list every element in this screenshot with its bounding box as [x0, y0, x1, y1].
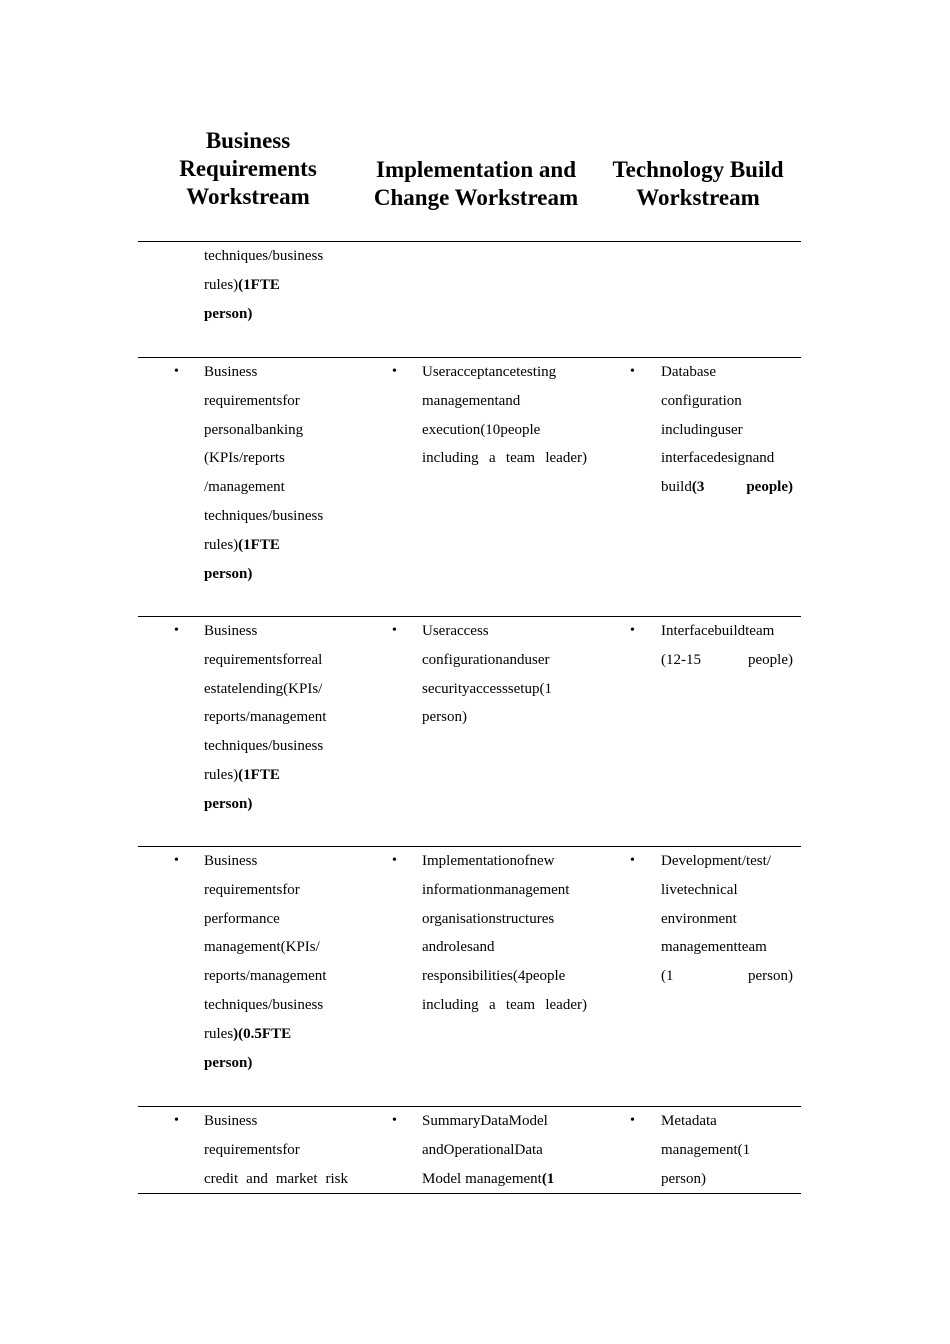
- text-line: [204, 271, 348, 300]
- text-word: rules): [204, 276, 239, 293]
- text-line: [422, 905, 587, 934]
- text-word: of: [516, 853, 530, 869]
- text-line: [422, 1136, 587, 1165]
- text-word: for: [282, 1141, 300, 1158]
- text-word: up: [524, 680, 540, 697]
- text-word: /: [268, 738, 273, 755]
- bullet-icon: •: [392, 853, 397, 868]
- text-word: and: [752, 450, 775, 467]
- text-word: real: [299, 651, 323, 668]
- text-word: security: [422, 680, 470, 697]
- text-word: techniques: [204, 248, 269, 264]
- text-word: Business: [204, 1113, 258, 1129]
- text-line: [204, 358, 348, 387]
- text-line: [422, 416, 587, 445]
- bullet-icon: •: [392, 364, 397, 379]
- header-col3: [603, 156, 793, 212]
- text-line: [661, 646, 793, 675]
- text-line: [422, 444, 587, 473]
- text-line: [661, 416, 793, 445]
- text-line: [204, 387, 348, 416]
- bullet-icon: •: [392, 1113, 397, 1128]
- text-word: Development: [661, 853, 742, 869]
- text-word: Data: [480, 1113, 509, 1129]
- text-word: User: [422, 364, 451, 380]
- text-word: /management: [204, 479, 285, 496]
- text-word: Summary: [422, 1113, 481, 1129]
- text-word: access: [469, 680, 508, 697]
- text-word: Business: [204, 364, 258, 380]
- text-word: (3 people): [691, 479, 793, 496]
- text-word: Implementation: [422, 853, 517, 869]
- text-word: including a team leader): [422, 450, 587, 467]
- text-word: team: [745, 623, 775, 639]
- header-line: Business: [205, 128, 291, 153]
- text-word: techniques: [204, 996, 269, 1013]
- text-word: management: [249, 968, 327, 985]
- text-word: Operational: [443, 1141, 515, 1158]
- text-word: new: [529, 853, 555, 869]
- text-word: requirements: [204, 392, 283, 409]
- text-word: access: [450, 623, 489, 639]
- text-word: rules: [204, 1025, 234, 1042]
- text-line: [661, 617, 793, 646]
- text-word: business: [272, 248, 324, 264]
- text-line: [422, 991, 587, 1020]
- header-line: Workstream: [636, 185, 760, 210]
- text-word: person): [204, 1054, 253, 1071]
- text-word: FTE: [250, 766, 280, 783]
- text-word: set: [507, 680, 525, 697]
- text-line: [204, 444, 348, 473]
- text-word: person): [661, 1170, 706, 1187]
- text-word: Business: [204, 623, 258, 639]
- text-line: [422, 703, 587, 732]
- text-word: acceptance: [450, 364, 517, 380]
- text-word: (0.5: [238, 1025, 262, 1042]
- text-line: [204, 761, 348, 790]
- text-word: person): [204, 305, 253, 322]
- text-word: estate: [204, 680, 239, 697]
- text-line: [204, 962, 348, 991]
- text-line: [422, 1107, 587, 1136]
- cell-text: [661, 1107, 793, 1193]
- header-line: Implementation and: [376, 157, 576, 182]
- text-word: /reports: [239, 450, 285, 467]
- text-line: [422, 876, 587, 905]
- text-word: Data: [661, 364, 690, 380]
- text-line: [204, 703, 348, 732]
- text-word: and: [472, 939, 495, 956]
- text-word: (KPIs: [204, 450, 240, 467]
- text-word: business: [272, 996, 324, 1013]
- text-line: [204, 416, 348, 445]
- text-line: [661, 387, 793, 416]
- text-line: [204, 617, 348, 646]
- cell-text: [661, 617, 793, 675]
- cell-text: [422, 358, 587, 473]
- text-line: [661, 933, 793, 962]
- text-line: [204, 502, 348, 531]
- text-word: rules): [204, 536, 239, 553]
- text-word: personal: [204, 421, 255, 438]
- text-word: ): [233, 1025, 239, 1042]
- bullet-icon: •: [630, 1113, 635, 1128]
- text-word: design: [713, 450, 753, 467]
- text-line: [204, 473, 348, 502]
- text-line: [204, 732, 348, 761]
- cell-text: [422, 847, 587, 1020]
- text-word: information: [422, 881, 493, 898]
- cell-text: [204, 617, 348, 819]
- text-word: (1: [539, 680, 552, 697]
- text-word: including a team leader): [422, 996, 587, 1013]
- text-word: requirements: [204, 881, 283, 898]
- text-word: environment: [661, 910, 737, 927]
- text-word: /: [741, 853, 746, 869]
- bullet-icon: •: [174, 853, 179, 868]
- text-line: [204, 300, 348, 329]
- header-line: Technology Build: [612, 157, 784, 182]
- text-word: build: [714, 623, 746, 639]
- text-line: [204, 242, 348, 271]
- text-line: [661, 1107, 793, 1136]
- text-word: (12-15 people): [661, 651, 793, 668]
- text-line: [661, 962, 793, 991]
- text-word: for: [282, 392, 300, 409]
- text-word: techniques/: [204, 507, 273, 524]
- text-line: [422, 675, 587, 704]
- text-word: Model: [422, 1170, 462, 1187]
- text-word: (KPIs: [280, 939, 316, 956]
- cell-text: [204, 1107, 348, 1193]
- text-word: people: [525, 968, 566, 985]
- text-line: [204, 1049, 348, 1078]
- text-word: roles: [443, 939, 473, 956]
- text-line: [204, 560, 348, 589]
- cell-text: [422, 617, 587, 732]
- text-word: reports: [204, 968, 246, 985]
- bullet-icon: •: [630, 623, 635, 638]
- text-word: person): [204, 565, 253, 582]
- text-line: [422, 962, 587, 991]
- text-word: /: [318, 680, 323, 697]
- text-word: management: [204, 939, 281, 956]
- text-line: [422, 847, 587, 876]
- text-word: structures: [495, 910, 555, 927]
- text-line: [204, 675, 348, 704]
- text-line: [661, 905, 793, 934]
- text-word: testing: [516, 364, 557, 380]
- text-line: [661, 444, 793, 473]
- text-line: [204, 1107, 348, 1136]
- text-line: [204, 905, 348, 934]
- text-word: user: [524, 651, 550, 668]
- text-word: (1: [541, 1170, 555, 1187]
- bullet-icon: •: [630, 364, 635, 379]
- header-col2: [361, 156, 591, 212]
- text-word: person): [204, 795, 253, 812]
- text-word: people: [500, 421, 541, 438]
- text-line: [661, 358, 793, 387]
- header-line: Requirements: [179, 156, 317, 181]
- text-line: [204, 847, 348, 876]
- text-word: (1: [238, 536, 251, 553]
- text-word: configuration: [422, 651, 503, 668]
- text-word: base: [689, 364, 716, 380]
- cell-text: [661, 358, 793, 502]
- text-word: /: [766, 853, 771, 869]
- text-word: management: [422, 392, 499, 409]
- text-line: [422, 387, 587, 416]
- text-word: (1: [238, 276, 251, 293]
- text-word: technical: [683, 881, 738, 898]
- text-word: build: [661, 479, 692, 496]
- text-word: credit and market risk: [204, 1170, 348, 1187]
- text-word: organisation: [422, 910, 496, 927]
- text-word: FTE: [250, 536, 280, 553]
- bullet-icon: •: [392, 623, 397, 638]
- text-word: /: [268, 248, 273, 264]
- text-line: [204, 876, 348, 905]
- text-line: [204, 790, 348, 819]
- text-line: [204, 991, 348, 1020]
- text-word: (1: [737, 1141, 751, 1158]
- header-line: Change Workstream: [373, 185, 579, 210]
- text-line: [204, 1136, 348, 1165]
- text-line: [422, 358, 587, 387]
- header-col1: [158, 127, 338, 211]
- cell-text: [204, 242, 348, 328]
- text-word: for: [282, 881, 300, 898]
- text-word: and: [498, 392, 521, 409]
- text-word: and: [422, 1141, 444, 1158]
- cell-text: [204, 358, 348, 588]
- text-word: requirements: [204, 1141, 283, 1158]
- text-line: [422, 933, 587, 962]
- text-word: Model: [508, 1113, 548, 1129]
- text-line: [204, 933, 348, 962]
- text-word: user: [717, 421, 743, 438]
- text-line: [661, 473, 793, 502]
- text-word: business: [272, 738, 324, 755]
- text-word: Meta: [661, 1113, 692, 1129]
- text-word: FTE: [250, 276, 280, 293]
- text-word: Business: [204, 853, 258, 869]
- text-word: configuration: [661, 392, 742, 409]
- text-word: including: [661, 421, 718, 438]
- text-word: FTE: [261, 1025, 292, 1042]
- text-line: [661, 876, 793, 905]
- text-word: techniques: [204, 738, 269, 755]
- text-word: /: [268, 996, 273, 1013]
- text-word: business: [272, 507, 324, 524]
- text-word: lending: [238, 680, 284, 697]
- bullet-icon: •: [630, 853, 635, 868]
- text-word: management: [661, 1141, 738, 1158]
- text-word: data: [691, 1113, 717, 1129]
- text-word: (10: [480, 421, 501, 438]
- text-word: interface: [661, 450, 714, 467]
- text-word: team: [737, 939, 767, 956]
- text-word: management: [249, 709, 327, 726]
- text-line: [661, 1165, 793, 1194]
- text-word: and: [422, 939, 444, 956]
- cell-text: [204, 847, 348, 1077]
- text-word: requirements: [204, 651, 283, 668]
- text-line: [661, 1136, 793, 1165]
- text-word: performance: [204, 910, 280, 927]
- text-word: and: [502, 651, 525, 668]
- text-line: [204, 646, 348, 675]
- text-word: live: [661, 881, 684, 898]
- text-word: Data: [514, 1141, 543, 1158]
- text-word: (4: [512, 968, 526, 985]
- bullet-icon: •: [174, 623, 179, 638]
- cell-text: [661, 847, 793, 991]
- text-line: [422, 646, 587, 675]
- text-word: /: [245, 709, 250, 726]
- text-word: management: [492, 881, 570, 898]
- text-word: execution: [422, 421, 481, 438]
- text-word: responsibilities: [422, 968, 513, 985]
- text-word: rules): [204, 766, 239, 783]
- cell-text: [422, 1107, 587, 1193]
- text-word: User: [422, 623, 451, 639]
- text-line: [422, 1165, 587, 1194]
- text-word: management: [661, 939, 738, 956]
- text-word: (KPIs: [283, 680, 319, 697]
- text-line: [204, 531, 348, 560]
- bullet-icon: •: [174, 1113, 179, 1128]
- text-word: Interface: [661, 623, 715, 639]
- text-word: /: [315, 939, 320, 956]
- header-line: Workstream: [186, 184, 310, 209]
- text-word: (1: [238, 766, 251, 783]
- text-line: [204, 1165, 348, 1194]
- text-line: [204, 1020, 348, 1049]
- text-word: (1 person): [661, 968, 793, 985]
- text-word: banking: [254, 421, 304, 438]
- text-word: management: [465, 1170, 542, 1187]
- text-word: test: [745, 853, 767, 869]
- text-line: [661, 847, 793, 876]
- bullet-icon: •: [174, 364, 179, 379]
- text-word: person): [422, 709, 467, 726]
- text-line: [422, 617, 587, 646]
- text-word: /: [245, 968, 250, 985]
- text-word: reports: [204, 709, 246, 726]
- text-word: for: [282, 651, 300, 668]
